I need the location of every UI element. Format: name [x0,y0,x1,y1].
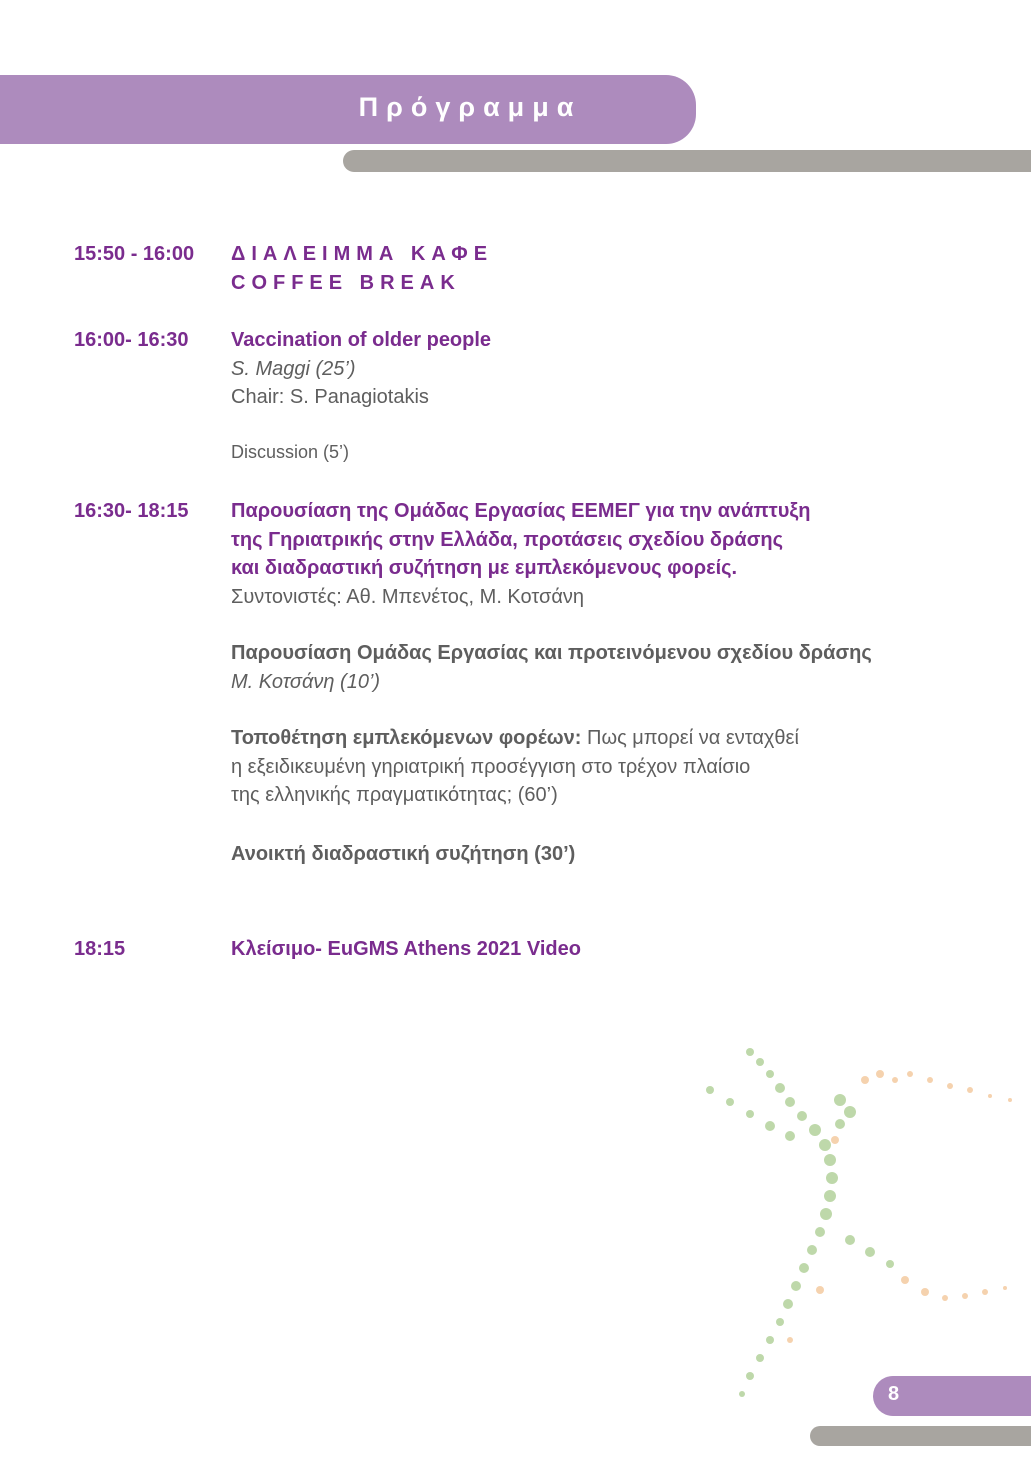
subsession-stakeholders-line: της ελληνικής πραγματικότητας; (60’) [231,784,558,806]
session-time: 16:00- 16:30 [74,329,189,351]
session-working-group [231,497,872,868]
session-coordinators: Συντονιστές: Αθ. Μπενέτος, Μ. Κοτσάνη [231,585,585,608]
subsession-stakeholders-line: η εξειδικευμένη γηριατρική προσέγγιση στο τρέχον πλαίσιο [231,755,751,778]
footer-gray-bar [810,1426,1031,1446]
session-speaker: S. Maggi (25’) [231,357,356,380]
dancing-figure-illustration [690,1040,1031,1410]
subsession-stakeholders [231,724,872,753]
session-time: 18:15 [74,938,126,960]
session-coffee-break [231,240,493,297]
session-time: 16:30- 18:15 [74,500,189,522]
subsession-speaker: Μ. Κοτσάνη (10’) [231,670,381,693]
session-time: 15:50 - 16:00 [74,243,195,265]
subsession-open-discussion: Ανοικτή διαδραστική συζήτηση (30’) [231,842,576,865]
subsession-stakeholders-label: Τοποθέτηση εμπλεκόμενων φορέων: [231,727,582,749]
session-chair: Chair: S. Panagiotakis [231,386,429,408]
session-title-line: της Γηριατρικής στην Ελλάδα, προτάσεις σχεδίου δράσης [231,528,784,551]
session-title-english: COFFEE BREAK [231,271,461,294]
page-title: Πρόγραμμα [358,92,582,122]
session-title-line: Παρουσίαση της Ομάδας Εργασίας ΕΕΜΕΓ για την ανάπτυξη [231,500,811,522]
page-number: 8 [888,1383,900,1405]
session-discussion: Discussion (5’) [231,441,350,462]
session-vaccination [231,326,491,466]
subsession-title: Παρουσίαση Ομάδας Εργασίας και προτεινόμενου σχεδίου δράσης [231,642,872,664]
session-closing: Κλείσιμο- EuGMS Athens 2021 Video [231,938,581,960]
session-title-line: και διαδραστική συζήτηση με εμπλεκόμενους φορείς. [231,557,738,579]
header-gray-bar [343,150,1031,172]
session-title-greek: ΔΙΑΛΕΙΜΜΑ ΚΑΦΕ [231,243,494,265]
session-title: Vaccination of older people [231,329,492,351]
subsession-stakeholders-text: Πως μπορεί να ενταχθεί [581,727,799,749]
